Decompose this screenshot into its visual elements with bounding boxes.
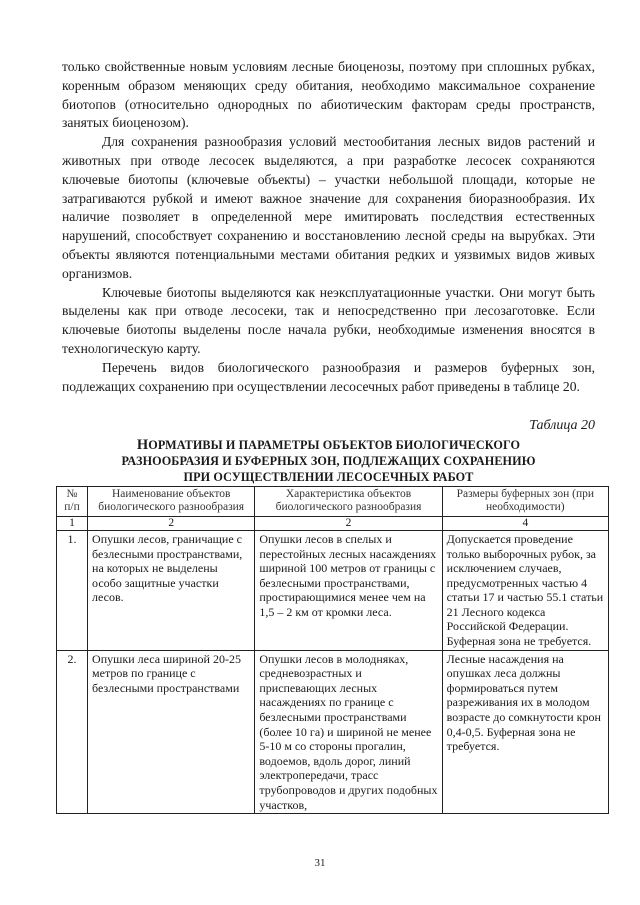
row-buffer: Допускается проведение только выборочных рубок, за исключением случаев, предусмотренных частью 4 статьи 17 и частью 55.1 статьи 21 Лесного кодекса Российской Федерации. Буферная зона не требуется. bbox=[442, 530, 608, 650]
table-row bbox=[57, 650, 609, 814]
column-number: 1 bbox=[57, 516, 88, 530]
biodiversity-table bbox=[56, 486, 609, 814]
paragraph-1: только свойственные новым условиям лесные биоценозы, поэтому при сплошных рубках, коренным образом меняющих среду обитания, необходимо максимальное сохранение биотопов (относительно однородных по абиотическим факторам среды пространств, занятых биоценозом). bbox=[62, 59, 595, 131]
column-number-row bbox=[57, 516, 609, 530]
header-num: № п/п bbox=[57, 486, 88, 516]
row-name: Опушки леса шириной 20-25 метров по границе с безлесными пространствами bbox=[88, 650, 255, 814]
row-num: 2. bbox=[57, 650, 88, 814]
table-row bbox=[57, 530, 609, 650]
paragraph-2: Для сохранения разнообразия условий местообитания лесных видов растений и животных при отводе лесосек выделяются, а при разработке лесосек сохраняются ключевые биотопы (ключевые объекты) – участки небольшой площади, которые не затрагиваются рубкой и имеют важное значение для сохранения биоразнообразия. Их наличие позволяет в определенной мере имитировать последствия естественных нарушений, способствует сохранению и восстановлению лесной среды на вырубках. Эти объекты являются потенциальными местами обитания редких и уязвимых видов живых организмов. bbox=[62, 134, 595, 281]
table-title-line-1 bbox=[62, 438, 595, 454]
page-number: 31 bbox=[314, 857, 326, 869]
table-title bbox=[62, 438, 595, 485]
row-characteristic: Опушки лесов в молодняках, средневозрастных и приспевающих лесных насаждениях по границе с безлесными пространствами (более 10 га) и шириной не менее 5-10 м со стороны прогалин, водоемов, вдоль дорог, линий электропередачи, трасс трубопроводов и других подобных участков, bbox=[255, 650, 442, 814]
header-name: Наименование объектов биологического разнообразия bbox=[88, 486, 255, 516]
table-title-line-2: РАЗНООБРАЗИЯ И БУФЕРНЫХ ЗОН, ПОДЛЕЖАЩИХ СОХРАНЕНИЮ bbox=[121, 454, 536, 469]
column-number: 2 bbox=[255, 516, 442, 530]
document-page bbox=[62, 58, 604, 814]
row-characteristic: Опушки лесов в спелых и перестойных лесных насаждениях шириной 100 метров от границы с безлесными пространствами, простирающимися менее чем на 1,5 – 2 км от кромки леса. bbox=[255, 530, 442, 650]
row-buffer: Лесные насаждения на опушках леса должны формироваться путем разреживания их в молодом возрасте до сомкнутости крон 0,4-0,5. Буферная зона не требуется. bbox=[442, 650, 608, 814]
table-title-line-3: ПРИ ОСУЩЕСТВЛЕНИИ ЛЕСОСЕЧНЫХ РАБОТ bbox=[183, 469, 474, 484]
table-header-row bbox=[57, 486, 609, 516]
table-title-line-1-rest: ОРМАТИВЫ И ПАРАМЕТРЫ ОБЪЕКТОВ БИОЛОГИЧЕСКОГО bbox=[148, 438, 521, 453]
paragraph-4: Перечень видов биологического разнообразия и размеров буферных зон, подлежащих сохранению при осуществлении лесосечных работ приведены в таблице 20. bbox=[62, 359, 595, 394]
column-number: 2 bbox=[88, 516, 255, 530]
row-num: 1. bbox=[57, 530, 88, 650]
table-caption: Таблица 20 bbox=[529, 418, 595, 434]
table-title-initial: Н bbox=[136, 437, 149, 454]
row-name: Опушки лесов, граничащие с безлесными пространствами, на которых не выделены особо защитные участки лесов. bbox=[88, 530, 255, 650]
header-buffer: Размеры буферных зон (при необходимости) bbox=[442, 486, 608, 516]
header-characteristic: Характеристика объектов биологического разнообразия bbox=[255, 486, 442, 516]
column-number: 4 bbox=[442, 516, 608, 530]
paragraph-3: Ключевые биотопы выделяются как неэксплуатационные участки. Они могут быть выделены как при отводе лесосеки, так и непосредственно при лесозаготовке. Если ключевые биотопы выделены после начала рубки, необходимые изменения вносятся в технологическую карту. bbox=[62, 284, 595, 356]
